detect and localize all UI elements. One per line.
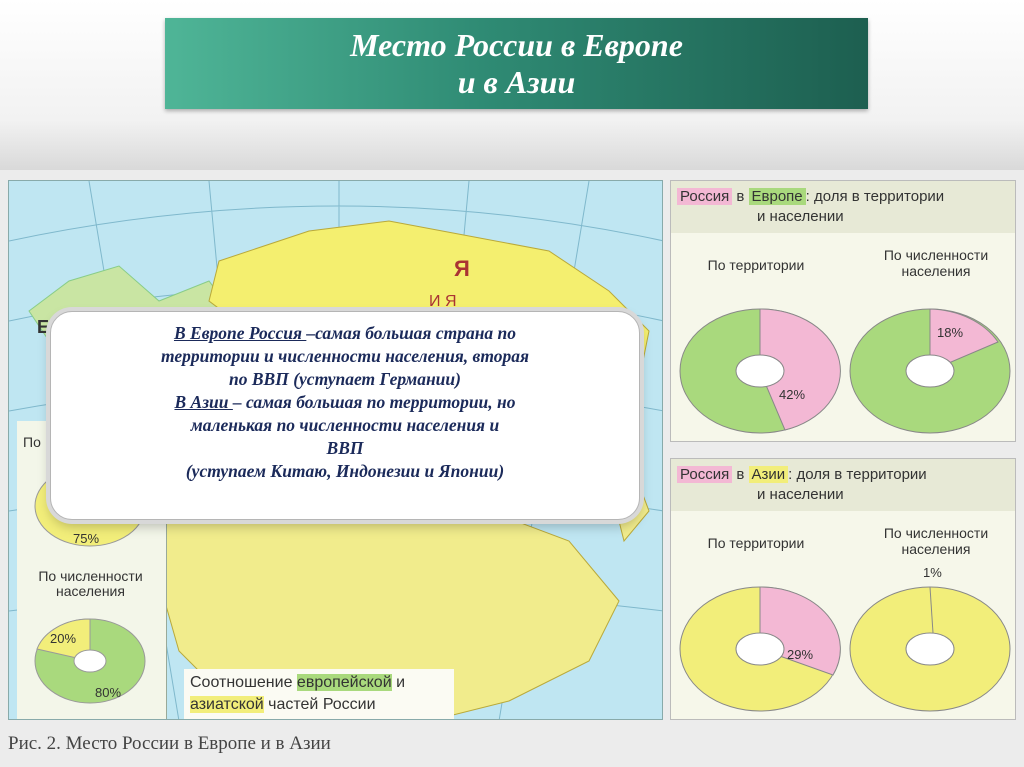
asia-tag-russia: Россия (677, 466, 732, 483)
callout-europe-text-2: территории и численности населения, вторая (160, 346, 530, 366)
europe-donuts (675, 291, 1015, 441)
callout-asia-text-4: (уступаем Китаю, Индонезии и Японии) (185, 461, 505, 481)
europe-population-pct: 18% (937, 325, 964, 340)
asia-panel-heading (671, 459, 1015, 511)
europe-word-in: в (736, 188, 745, 205)
left-pct-small: 20% (50, 631, 77, 646)
asia-donuts (675, 563, 1015, 719)
europe-label-population-1: По численности (883, 247, 989, 263)
slide-title-line-2: и в Азии (457, 64, 576, 100)
europe-panel (670, 180, 1016, 442)
legend-part-5: частей России (263, 696, 376, 713)
asia-heading-rest-1: : доля в территории (788, 466, 927, 483)
info-callout (50, 311, 640, 520)
left-label-population-2: населения (56, 583, 125, 599)
left-population-donut (25, 601, 155, 711)
asia-panel (670, 458, 1016, 720)
callout-europe-term: В Европе Россия (173, 323, 307, 343)
asia-population-pct: 1% (923, 565, 942, 580)
figure-caption: Рис. 2. Место России в Европе и в Азии (8, 733, 331, 754)
europe-heading-rest-2: и населении (757, 208, 844, 225)
slide-title-line-1: Место России в Европе (350, 27, 683, 63)
europe-tag-russia: Россия (677, 188, 732, 205)
europe-label-population-2: населения (901, 263, 971, 279)
asia-label-population-1: По численности (883, 525, 989, 541)
callout-asia-text-1: – самая большая по территории, но (232, 392, 516, 412)
left-label-population-1: По численности (38, 568, 143, 584)
asia-tag-region: Азии (749, 466, 789, 483)
callout-asia-text-3: ВВП (326, 438, 364, 458)
asia-territory-pct: 29% (787, 647, 814, 662)
map-europe-letter: Е (37, 317, 50, 337)
europe-label-population (861, 247, 1011, 279)
left-pct-large: 80% (95, 685, 122, 700)
europe-label-territory: По территории (707, 257, 805, 273)
callout-europe-text-1: –самая большая страна по (306, 323, 517, 343)
legend-part-3: и (391, 674, 406, 691)
map-region-label: Я (454, 256, 470, 281)
map-region-label-2: И Я (429, 293, 457, 310)
callout-europe-text-3: по ВВП (уступает Германии) (229, 369, 461, 389)
europe-territory-pct: 42% (779, 387, 806, 402)
asia-heading-rest-2: и населении (757, 486, 844, 503)
left-label-territory: По (23, 434, 41, 450)
asia-label-population (861, 525, 1011, 557)
europe-heading-rest-1: : доля в территории (805, 188, 945, 205)
asia-label-territory: По территории (707, 535, 805, 551)
legend-europe: европейской (296, 674, 392, 691)
callout-asia-text-2: маленькая по численности населения и (190, 415, 500, 435)
legend-part-1: Соотношение (190, 674, 297, 691)
map-legend (184, 669, 454, 719)
callout-asia-term: В Азии (174, 392, 233, 412)
slide-title (165, 18, 868, 109)
legend-asia: азиатской (190, 696, 264, 713)
left-territory-pct: 75% (73, 531, 100, 546)
left-label-population (23, 569, 158, 599)
asia-label-population-2: населения (901, 541, 971, 557)
europe-panel-heading (671, 181, 1015, 233)
asia-word-in: в (736, 466, 745, 483)
europe-tag-region: Европе (749, 188, 806, 205)
